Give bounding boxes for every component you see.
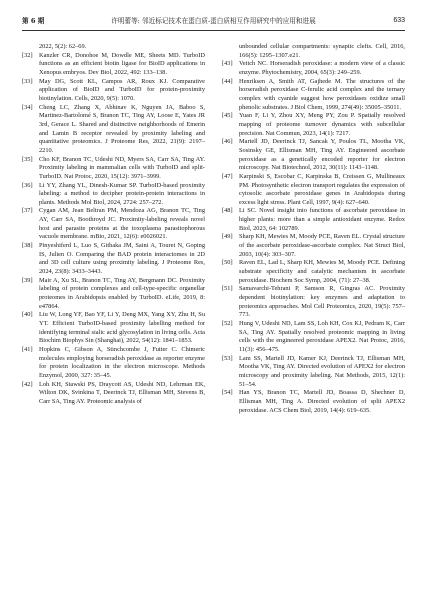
reference-text: Samavarchi-Tehrani P, Samson R, Gingras AC. Proximity dependent biotinylation: key enzymes and adaptation to proteomics approaches. Mol Cell Proteomics, 2020, 19(5): 757–773. [239, 285, 405, 319]
reference-number: [34] [22, 103, 33, 111]
reference-text: Hopkins C, Gibson A, Stinchcombe J, Futter C. Chimeric molecules employing horseradish peroxidase as reporter enzyme for protein localization in the electron microscope. Methods Enzymol, 2000, 327: 35–45. [39, 345, 205, 379]
reference-entry [222, 285, 405, 320]
reference-number: [38] [22, 242, 33, 250]
reference-number: [43] [222, 60, 233, 68]
reference-number: [45] [222, 112, 233, 120]
reference-entry [22, 78, 205, 104]
reference-entry [22, 104, 205, 156]
reference-number: [47] [222, 172, 233, 180]
reference-number: [33] [22, 77, 33, 85]
reference-number: [52] [222, 320, 233, 327]
reference-text: Karpinski S, Escobar C, Karpinska B, Creissen G, Mullineaux PM. Photosynthetic electron transport regulates the expression of cytosolic ascorbate peroxidase genes in Arabidopsis during excess light stress. Plant Cell, 1997, 9(4): 627–640. [239, 172, 405, 206]
reference-number: [36] [22, 181, 33, 189]
reference-entry [22, 277, 205, 312]
reference-number: [40] [22, 311, 33, 319]
reference-entry [222, 43, 405, 60]
reference-number: [46] [222, 138, 233, 146]
reference-entry [22, 43, 205, 52]
reference-text: Li YY, Zhang YL, Dinesh-Kumar SP. TurboID-based proximity labeling: a method to decipher protein-protein interactions in plants. Methods Mol Biol, 2024, 2724: 257–272. [39, 181, 205, 206]
reference-text: Loh KH, Stawski PS, Draycott AS, Udeshi ND, Lehrman EK, Wilton DK, Svinkina T, Deerinck TJ, Ellisman MH, Stevens B, Carr SA, Ting AY. Proteomic analysis of [39, 380, 205, 405]
reference-text: Martell JD, Deerinck TJ, Sancak Y, Poulos TL, Mootha VK, Sosinsky GE, Ellisman MH, Ting AY. Engineered ascorbate peroxidase as a genetically encoded reporter for electron microscopy. Nat Biotechnol, 2012, 30(11): 1143–1148. [239, 138, 405, 172]
reference-text: May DG, Scott KL, Campos AR, Roux KJ. Comparative application of BioID and TurboID for protein-proximity biotinylation. Cells, 2020, 9(5): 1070. [39, 77, 205, 102]
reference-text: Sharp KH, Mewies M, Moody PCE, Raven EL. Crystal structure of the ascorbate peroxidase-ascorbate complex. Nat Struct Biol, 2003, 10(4): 303–307. [239, 233, 405, 258]
reference-number: [51] [222, 285, 233, 293]
reference-entry [22, 381, 205, 407]
reference-number: [53] [222, 354, 233, 362]
reference-number: [42] [22, 380, 33, 388]
reference-text: Pinyeshiferd L, Luo S, Githaka JM, Saini A, Touret N, Goping IS, Julien O. Comparing the BAD protein interactomes in 2D and 3D cell culture using proximity labeling. J Proteome Res, 2024, 23(8): 3433–3443. [39, 242, 205, 276]
reference-entry [22, 346, 205, 381]
reference-entry [22, 207, 205, 242]
reference-number: [49] [222, 233, 233, 241]
reference-text: Cho KF, Branon TC, Udeshi ND, Myers SA, Carr SA, Ting AY. Proximity labeling in mammalian cells with TurboID and split-TurboID. Nat Protoc, 2020, 15(12): 3971–3999. [39, 155, 205, 180]
reference-entry [222, 60, 405, 77]
reference-text: Liu W, Long YF, Bao YF, Li Y, Deng MX, Yang XY, Zhu H, Su YT. Efficient TurboID-based proximity labelling method for identifying terminal sialic acid glycosylation in living cells. Acta Biochim Biophys Sin (Shanghai), 2022, 54(12): 1841–1853. [39, 311, 205, 345]
running-title: 许明蕾等: 邻近标记技术在蛋白质-蛋白质相互作用研究中的应用和进展 [111, 17, 316, 25]
reference-text: Han YS, Branon TC, Martell JD, Boassa D, Shechner D, Ellisman MH, Ting A. Directed evolution of split APEX2 peroxidase. ACS Chem Biol, 2019, 14(4): 619–635. [239, 389, 405, 414]
reference-number: [44] [222, 77, 233, 85]
reference-text: Henriksen A, Smith AT, Gajhede M. The structures of the horseradish peroxidase C-ferulic acid complex and the ternary complex with cyanide suggest how peroxidases oxidize small phenolic substrates. J Biol Chem, 1999, 274(49): 35005–35011. [239, 77, 405, 111]
reference-number: [35] [22, 155, 33, 163]
reference-text: Cheng LC, Zhang X, Abhinav K, Nguyen JA, Baboo S, Martinez-Bartolomé S, Branon TC, Ting AY, Loose E, Yates JR 3rd, Gerace L. Shared and distinctive neighborhoods of Emerin and Lamin B receptor revealed by proximity labeling and quantitative proteomics. J Proteome Res, 2022, 21(9): 2197–2210. [39, 103, 205, 154]
reference-number: [32] [22, 51, 33, 59]
issue-number: 第 6 期 [22, 17, 45, 25]
reference-text: Cygan AM, Jean Beltran PM, Mendoza AG, Branon TC, Ting AY, Carr SA, Boothroyd JC. Proximity-labeling reveals novel host and parasite proteins at the toxoplasma parasitophorous vacuole membrane. mBio, 2021, 12(6): e0026021. [39, 207, 205, 241]
reference-entry [22, 182, 205, 208]
running-header [22, 14, 405, 28]
reference-entry [222, 207, 405, 233]
reference-text: unbounded cellular compartments: synaptic clefts. Cell, 2016, 166(5): 1295–1307.e21. [239, 43, 405, 59]
reference-text: Kanzler CR, Donohoe M, Dowdle ME, Sheets MD. TurboID functions as an efficient biotin ligase for BioID applications in Xenopus embryos. Dev Biol, 2022, 492: 133–138. [39, 51, 205, 76]
reference-text: Veitch NC. Horseradish peroxidase: a modern view of a classic enzyme. Phytochemistry, 2004, 65(3): 249–259. [239, 60, 405, 76]
reference-entry [22, 311, 205, 346]
reference-entry [222, 320, 405, 355]
reference-number: [50] [222, 259, 233, 267]
reference-text: 2022, 5(2): 62–69. [39, 43, 87, 50]
header-rule [22, 30, 405, 31]
reference-entry [222, 138, 405, 173]
reference-text: Yuan F, Li Y, Zhou XY, Meng PY, Zou P. Spatially resolved mapping of proteome turnover dynamics with subcellular precision. Nat Commun, 2023, 14(1): 7217. [239, 112, 405, 137]
reference-text: Li SC. Novel insight into functions of ascorbate peroxidase in higher plants: more than a simple antioxidant enzyme. Redox Biol, 2023, 64: 102789. [239, 207, 405, 232]
reference-number: [54] [222, 389, 233, 397]
reference-entry [222, 389, 405, 415]
references-right-column [222, 43, 405, 415]
page-number: 633 [393, 17, 405, 24]
reference-entry [22, 242, 205, 277]
reference-entry [222, 78, 405, 113]
reference-text: Lam SS, Martell JD, Kamer KJ, Deerinck TJ, Ellisman MH, Mootha VK, Ting AY. Directed evolution of APEX2 for electron microscopy and proximity labeling. Nat Methods, 2015, 12(1): 51–54. [239, 354, 405, 388]
reference-number: [48] [222, 207, 233, 215]
reference-entry [22, 52, 205, 78]
reference-entry [22, 156, 205, 182]
reference-number: [41] [22, 345, 33, 353]
reference-text: Mair A, Xu SL, Branon TC, Ting AY, Bergmann DC. Proximity labeling of protein complexes and cell-type-specific organellar proteomes in Arabidopsis enabled by TurboID. eLife, 2019, 8: e47864. [39, 276, 205, 310]
reference-text: Hung V, Udeshi ND, Lam SS, Loh KH, Cox KJ, Pedram K, Carr SA, Ting AY. Spatially resolved proteomic mapping in living cells with the engineered peroxidase APEX2. Nat Protoc, 2016, 11(3): 456–475. [239, 320, 405, 353]
reference-entry [222, 259, 405, 285]
reference-entry [222, 173, 405, 208]
reference-number: [37] [22, 207, 33, 215]
reference-entry [222, 112, 405, 138]
reference-text: Raven EL, Lad L, Sharp KH, Mewies M, Moody PCE. Defining substrate specificity and catalytic mechanism in ascorbate peroxidase. Biochem Soc Symp, 2004, (71): 27–38. [239, 259, 405, 284]
reference-entry [222, 233, 405, 259]
reference-entry [222, 355, 405, 390]
reference-number: [39] [22, 276, 33, 284]
references-left-column [22, 43, 205, 407]
